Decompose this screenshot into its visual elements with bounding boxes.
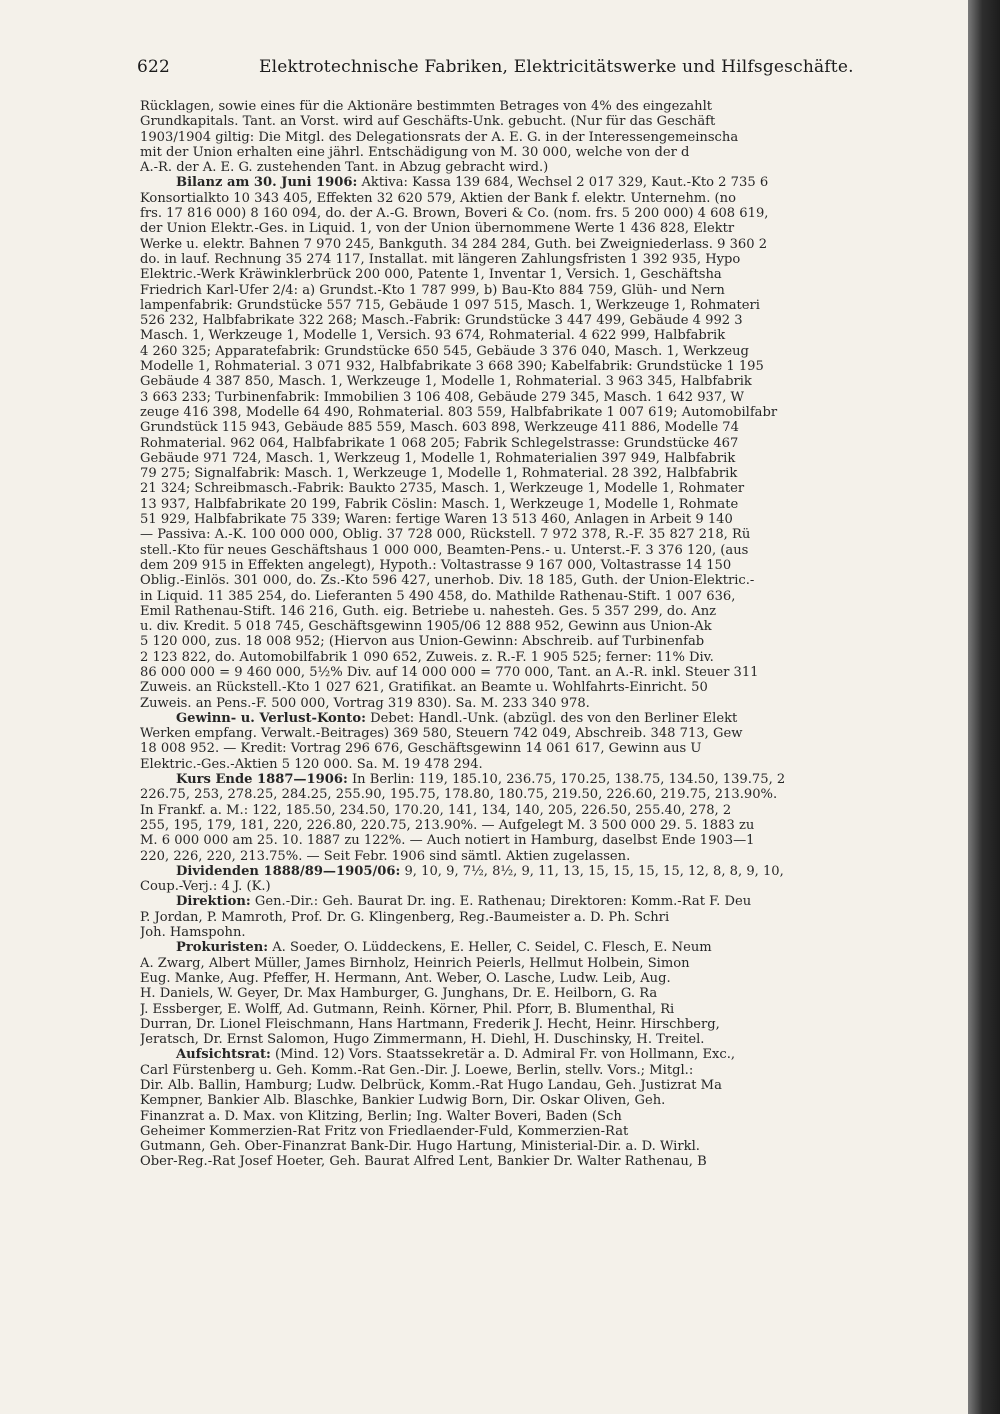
text-line [140,1109,968,1124]
line-text: Oblig.-Einlös. 301 000, do. Zs.-Kto 596 427, unerhob. Div. 18 185, Guth. der Union-Elektric.- [140,573,755,589]
line-text: Joh. Hamspohn. [140,925,246,941]
line-text: 13 937, Halbfabrikate 20 199, Fabrik Cöslin: Masch. 1, Werkzeuge 1, Modelle 1, Rohmate [140,496,739,512]
text-line [140,757,968,772]
text-line [140,1032,968,1047]
line-text: lampenfabrik: Grundstücke 557 715, Gebäude 1 097 515, Masch. 1, Werkzeuge 1, Rohmateri [140,297,760,313]
line-text: In Frankf. a. M.: 122, 185.50, 234.50, 170.20, 141, 134, 140, 205, 226.50, 255.40, 278, 2 [140,802,732,818]
line-text: Emil Rathenau-Stift. 146 216, Guth. eig. Betriebe u. nahesteh. Ges. 5 357 299, do. Anz [140,603,717,619]
text-line [140,1154,968,1169]
line-text: A. Soeder, O. Lüddeckens, E. Heller, C. Seidel, C. Flesch, E. Neum [268,940,712,956]
text-line [140,833,968,848]
text-line [140,328,968,343]
text-line [140,634,968,649]
line-text: Konsortialkto 10 343 405, Effekten 32 620 579, Aktien der Bank f. elektr. Unternehm. (no [140,190,736,206]
text-line [140,543,968,558]
line-text: Zuweis. an Pens.-F. 500 000, Vortrag 319 830). Sa. M. 233 340 978. [140,695,590,711]
line-text: Friedrich Karl-Ufer 2/4: a) Grundst.-Kto 1 787 999, b) Bau-Kto 884 759, Glüh- und Nern [140,282,725,298]
line-text: 220, 226, 220, 213.75%. — Seit Febr. 1906 sind sämtl. Aktien zugelassen. [140,848,631,864]
page-number: 622 [137,57,171,77]
line-text: Grundstück 115 943, Gebäude 885 559, Masch. 603 898, Werkzeuge 411 886, Modelle 74 [140,420,739,436]
text-line [140,925,968,940]
line-text: 9, 10, 9, 7½, 8½, 9, 11, 13, 15, 15, 15, 15, 12, 8, 8, 9, 10, [400,863,784,879]
line-text: Finanzrat a. D. Max. von Klitzing, Berlin; Ing. Walter Boveri, Baden (Sch [140,1108,622,1124]
text-line [140,1078,968,1093]
text-line [140,940,968,955]
text-line [140,879,968,894]
line-text: Dir. Alb. Ballin, Hamburg; Ludw. Delbrück, Komm.-Rat Hugo Landau, Geh. Justizrat Ma [140,1078,722,1093]
text-line [140,726,968,741]
paragraph [140,864,968,895]
text-line [140,741,968,756]
line-text: 18 008 952. — Kredit: Vortrag 296 676, Geschäftsgewinn 14 061 617, Gewinn aus U [140,741,702,757]
paragraph [140,99,968,175]
paragraph [140,1047,968,1169]
text-line [140,558,968,573]
line-text: Modelle 1, Rohmaterial. 3 071 932, Halbfabrikate 3 668 390; Kabelfabrik: Grundstücke 1 195 [140,359,764,375]
line-text: P. Jordan, P. Mamroth, Prof. Dr. G. Klingenberg, Reg.-Baumeister a. D. Ph. Schri [140,909,670,925]
paragraph [140,772,968,864]
text-line [140,99,968,114]
paragraph [140,711,968,772]
line-text: Masch. 1, Werkzeuge 1, Modelle 1, Versich. 93 674, Rohmaterial. 4 622 999, Halbfabrik [140,328,726,344]
text-line [140,589,968,604]
text-line [140,405,968,420]
text-line [140,619,968,634]
text-line [140,696,968,711]
line-text: Elektric.-Werk Kräwinklerbrück 200 000, Patente 1, Inventar 1, Versich. 1, Geschäftsha [140,267,722,283]
line-text: Jeratsch, Dr. Ernst Salomon, Hugo Zimmermann, H. Diehl, H. Duschinsky, H. Treitel. [140,1032,705,1048]
text-line [140,191,968,206]
line-text: H. Daniels, W. Geyer, Dr. Max Hamburger, G. Junghans, Dr. E. Heilborn, G. Ra [140,986,658,1002]
text-line [140,114,968,129]
line-text: u. div. Kredit. 5 018 745, Geschäftsgewinn 1905/06 12 888 952, Gewinn aus Union-Ak [140,619,712,635]
line-text: Rohmaterial. 962 064, Halbfabrikate 1 068 205; Fabrik Schlegelstrasse: Grundstücke 467 [140,435,739,451]
paragraph [140,175,968,710]
text-line [140,160,968,175]
line-text: Durran, Dr. Lionel Fleischmann, Hans Hartmann, Frederik J. Hecht, Heinr. Hirschberg, [140,1016,720,1032]
running-title: Elektrotechnische Fabriken, Elektricitätswerke und Hilfsgeschäfte. [259,57,854,77]
text-line [140,466,968,481]
text-line [140,1047,968,1062]
text-line [140,436,968,451]
section-label: Prokuristen: [176,940,269,956]
line-text: stell.-Kto für neues Geschäftshaus 1 000 000, Beamten-Pens.- u. Unterst.-F. 3 376 120, (aus [140,542,749,558]
line-text: dem 209 915 in Effekten angelegt), Hypoth.: Voltastrasse 9 167 000, Voltastrasse 14 150 [140,557,732,573]
text-line [140,910,968,925]
line-text: Elektric.-Ges.-Aktien 5 120 000. Sa. M. 19 478 294. [140,756,483,772]
text-line [140,252,968,267]
text-line [140,1002,968,1017]
line-text: Rücklagen, sowie eines für die Aktionäre bestimmten Betrages von 4% des eingezahlt [140,99,713,114]
page-body [140,99,968,1399]
line-text: M. 6 000 000 am 25. 10. 1887 zu 122%. — Auch notiert in Hamburg, daselbst Ende 1903—1 [140,833,755,849]
text-line [140,711,968,726]
line-text: (Mind. 12) Vors. Staatssekretär a. D. Admiral Fr. von Hollmann, Exc., [270,1047,736,1063]
text-line [140,497,968,512]
text-line [140,1139,968,1154]
section-label: Direktion: [176,894,251,910]
text-line [140,130,968,145]
line-text: Debet: Handl.-Unk. (abzügl. des von den Berliner Elekt [365,710,738,726]
text-line [140,481,968,496]
text-line [140,206,968,221]
line-text: Eug. Manke, Aug. Pfeffer, H. Hermann, Ant. Weber, O. Lasche, Ludw. Leib, Aug. [140,970,671,986]
paragraph [140,894,968,940]
paragraph [140,940,968,1047]
line-text: Grundkapitals. Tant. an Vorst. wird auf Geschäfts-Unk. gebucht. (Nur für das Geschäft [140,114,716,130]
text-line [140,175,968,190]
line-text: In Berlin: 119, 185.10, 236.75, 170.25, 138.75, 134.50, 139.75, 2 [347,772,786,788]
line-text: 226.75, 253, 278.25, 284.25, 255.90, 195.75, 178.80, 180.75, 219.50, 226.60, 219.75, 213.90%. [140,787,778,803]
line-text: 51 929, Halbfabrikate 75 339; Waren: fertige Waren 13 513 460, Anlagen in Arbeit 9 140 [140,512,733,528]
line-text: zeuge 416 398, Modelle 64 490, Rohmaterial. 803 559, Halbfabrikate 1 007 619; Automobilfabr [140,404,778,420]
line-text: Werken empfang. Verwalt.-Beitrages) 369 580, Steuern 742 049, Abschreib. 348 713, Gew [140,726,743,742]
line-text: Zuweis. an Rückstell.-Kto 1 027 621, Gratifikat. an Beamte u. Wohlfahrts-Einricht. 50 [140,680,708,696]
text-line [140,344,968,359]
text-line [140,1017,968,1032]
line-text: Gebäude 971 724, Masch. 1, Werkzeug 1, Modelle 1, Rohmaterialien 397 949, Halbfabrik [140,450,736,466]
line-text: 3 663 233; Turbinenfabrik: Immobilien 3 106 408, Gebäude 279 345, Masch. 1 642 937, W [140,389,744,405]
line-text: 4 260 325; Apparatefabrik: Grundstücke 650 545, Gebäude 3 376 040, Masch. 1, Werkzeug [140,343,749,359]
line-text: 5 120 000, zus. 18 008 952; (Hiervon aus Union-Gewinn: Abschreib. auf Turbinenfab [140,634,705,650]
text-line [140,390,968,405]
line-text: do. in lauf. Rechnung 35 274 117, Installat. mit längeren Zahlungsfristen 1 392 935, Hypo [140,251,741,267]
text-line [140,283,968,298]
section-label: Bilanz am 30. Juni 1906: [176,175,358,191]
line-text: Werke u. elektr. Bahnen 7 970 245, Bankguth. 34 284 284, Guth. bei Zweigniederlass. 9 360 2 [140,236,768,252]
text-line [140,145,968,160]
line-text: Aktiva: Kassa 139 684, Wechsel 2 017 329, Kaut.-Kto 2 735 6 [357,175,769,191]
text-line [140,956,968,971]
line-text: A.-R. der A. E. G. zustehenden Tant. in Abzug gebracht wird.) [140,160,549,176]
line-text: in Liquid. 11 385 254, do. Lieferanten 5 490 458, do. Mathilde Rathenau-Stift. 1 007 636, [140,588,736,604]
text-line [140,512,968,527]
line-text: Geheimer Kommerzien-Rat Fritz von Friedlaender-Fuld, Kommerzien-Rat [140,1123,629,1139]
line-text: Gen.-Dir.: Geh. Baurat Dr. ing. E. Rathenau; Direktoren: Komm.-Rat F. Deu [250,894,752,910]
line-text: — Passiva: A.-K. 100 000 000, Oblig. 37 728 000, Rückstell. 7 972 378, R.-F. 35 827 218, Rü [140,527,751,543]
text-line [140,573,968,588]
line-text: mit der Union erhalten eine jährl. Entschädigung von M. 30 000, welche von der d [140,144,690,160]
text-line [140,665,968,680]
line-text: 1903/1904 giltig: Die Mitgl. des Delegationsrats der A. E. G. in der Interessengemeinscha [140,129,739,145]
text-line [140,451,968,466]
line-text: A. Zwarg, Albert Müller, James Birnholz, Heinrich Peierls, Hellmut Holbein, Simon [140,955,690,971]
text-line [140,803,968,818]
line-text: 2 123 822, do. Automobilfabrik 1 090 652, Zuweis. z. R.-F. 1 905 525; ferner: 11% Div. [140,649,714,665]
line-text: 255, 195, 179, 181, 220, 226.80, 220.75, 213.90%. — Aufgelegt M. 3 500 000 29. 5. 1883 zu [140,817,755,833]
line-text: 79 275; Signalfabrik: Masch. 1, Werkzeuge 1, Modelle 1, Rohmaterial. 28 392, Halbfabrik [140,466,738,482]
text-line [140,237,968,252]
line-text: Gutmann, Geh. Ober-Finanzrat Bank-Dir. Hugo Hartung, Ministerial-Dir. a. D. Wirkl. [140,1139,700,1155]
line-text: Carl Fürstenberg u. Geh. Komm.-Rat Gen.-Dir. J. Loewe, Berlin, stellv. Vors.; Mitgl.: [140,1062,694,1078]
section-label: Aufsichtsrat: [176,1047,271,1063]
line-text: der Union Elektr.-Ges. in Liquid. 1, von der Union übernommene Werte 1 436 828, Elektr [140,221,735,237]
line-text: Kempner, Bankier Alb. Blaschke, Bankier Ludwig Born, Dir. Oskar Oliven, Geh. [140,1093,666,1109]
line-text: 21 324; Schreibmasch.-Fabrik: Baukto 2735, Masch. 1, Werkzeuge 1, Modelle 1, Rohmater [140,481,745,497]
text-line [140,359,968,374]
text-line [140,971,968,986]
page-header [137,57,957,85]
text-line [140,680,968,695]
line-text: 526 232, Halbfabrikate 322 268; Masch.-Fabrik: Grundstücke 3 447 499, Gebäude 4 992 3 [140,313,743,329]
section-label: Gewinn- u. Verlust-Konto: [176,710,366,726]
text-line [140,1063,968,1078]
line-text: frs. 17 816 000) 8 160 094, do. der A.-G. Brown, Boveri & Co. (nom. frs. 5 200 000) 4 608 619, [140,206,769,222]
text-line [140,787,968,802]
text-line [140,894,968,909]
text-line [140,1124,968,1139]
text-line [140,849,968,864]
text-line [140,1093,968,1108]
text-line [140,420,968,435]
text-line [140,374,968,389]
text-line [140,650,968,665]
section-label: Dividenden 1888/89—1905/06: [176,863,401,879]
text-line [140,772,968,787]
line-text: Gebäude 4 387 850, Masch. 1, Werkzeuge 1, Modelle 1, Rohmaterial. 3 963 345, Halbfabrik [140,374,752,390]
line-text: Coup.-Verj.: 4 J. (K.) [140,879,271,895]
text-line [140,313,968,328]
page-edge-shadow [968,0,1000,1414]
line-text: 86 000 000 = 9 460 000, 5½% Div. auf 14 000 000 = 770 000, Tant. an A.-R. inkl. Steuer 311 [140,664,759,680]
text-line [140,527,968,542]
text-line [140,818,968,833]
section-label: Kurs Ende 1887—1906: [176,772,348,788]
text-line [140,298,968,313]
text-line [140,604,968,619]
text-line [140,864,968,879]
text-line [140,267,968,282]
text-line [140,986,968,1001]
line-text: J. Essberger, E. Wolff, Ad. Gutmann, Reinh. Körner, Phil. Pforr, B. Blumenthal, Ri [140,1001,675,1017]
text-line [140,221,968,236]
line-text: Ober-Reg.-Rat Josef Hoeter, Geh. Baurat Alfred Lent, Bankier Dr. Walter Rathenau, B [140,1154,707,1170]
